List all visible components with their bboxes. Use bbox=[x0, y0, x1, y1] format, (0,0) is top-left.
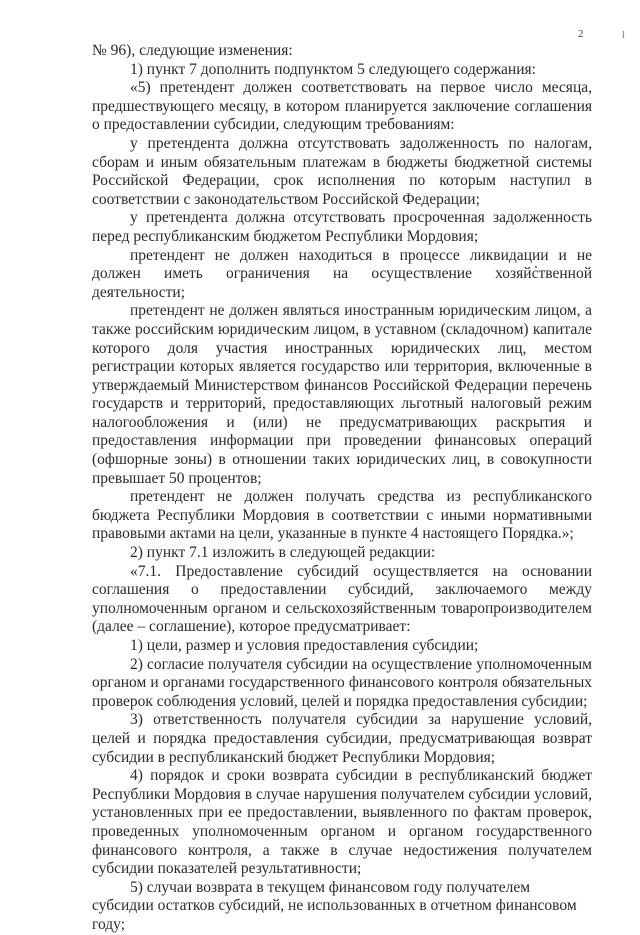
margin-mark: ł bbox=[622, 30, 625, 41]
paragraph-agreement-5: 5) случаи возврата в текущем финансовом году получателем субсидии остатков субсидий, не использованных в отчетном финансовом году; bbox=[92, 878, 577, 933]
paragraph-requirement-debt: у претендента должна отсутствовать просроченная задолженность перед республиканским бюджетом Республики Мордовия; bbox=[92, 209, 592, 245]
paragraph-requirement-taxes: у претендента должна отсутствовать задолженность по налогам, сборам и иным обязательным платежам в бюджеты бюджетной системы Российской Федерации, срок исполнения по которым наступил в соответствии с законодательством Российской Федерации; bbox=[92, 134, 592, 208]
paragraph-item-2: 2) пункт 7.1 изложить в следующей редакции: bbox=[130, 544, 436, 562]
paragraph-requirement-liquidation: претендент не должен находиться в процессе ликвидации и не должен иметь ограничения на осуществление хозяйственной деятельности; bbox=[92, 246, 592, 301]
paragraph-agreement-2: 2) согласие получателя субсидии на осуществление уполномоченным органом и органами государственного финансового контроля обязательных проверок соблюдения условий, целей и порядка предоставления субсидии; bbox=[92, 655, 592, 710]
paragraph-agreement-4: 4) порядок и сроки возврата субсидии в республиканский бюджет Республики Мордовия в случае нарушения получателем субсидии условий, установленных при ее предоставлении, выявленного по фактам проверок, проведенных уполномоченным органом и органом государственного финансового контроля, а также в случае недостижения получателем субсидии показателей результативности; bbox=[92, 767, 592, 878]
paragraph-agreement-3: 3) ответственность получателя субсидии за нарушение условий, целей и порядка предоставления субсидии, предусматривающая возврат субсидии в республиканский бюджет Республики Мордовия; bbox=[92, 711, 592, 766]
paragraph-intro: № 96), следующие изменения: bbox=[92, 42, 293, 59]
page-number: 2 bbox=[578, 28, 584, 40]
paragraph-item-1: 1) пункт 7 дополнить подпунктом 5 следующего содержания: bbox=[130, 60, 536, 78]
document-body bbox=[92, 42, 592, 935]
paragraph-requirement-funds: претендент не должен получать средства из республиканского бюджета Республики Мордовия в соответствии с иными нормативными правовыми актами на цели, указанные в пункте 4 настоящего Порядка.»; bbox=[92, 488, 592, 543]
paragraph-agreement-1: 1) цели, размер и условия предоставления субсидии; bbox=[130, 637, 479, 654]
paragraph-subitem-5: «5) претендент должен соответствовать на первое число месяца, предшествующего месяцу, в котором планируется заключение соглашения о предоставлении субсидии, следующим требованиям: bbox=[92, 79, 592, 134]
paragraph-clause-7-1: «7.1. Предоставление субсидий осуществляется на основании соглашения о предоставлении субсидий, заключаемого между уполномоченным органом и сельскохозяйственным товаропроизводителем (далее – соглашение), которое предусматривает: bbox=[92, 562, 592, 636]
paragraph-requirement-foreign: претендент не должен являться иностранным юридическим лицом, а также российским юридическим лицом, в уставном (складочном) капитале которого доля участия иностранных юридических лиц, местом регистрации которых является государство или территория, включенные в утверждаемый Министерством финансов Российской Федерации перечень государств и территорий, предоставляющих льготный налоговый режим налогообложения и (или) не предусматривающих раскрытия и предоставления информации при проведении финансовых операций (офшорные зоны) в отношении таких юридических лиц, в совокупности превышает 50 процентов; bbox=[92, 302, 592, 487]
